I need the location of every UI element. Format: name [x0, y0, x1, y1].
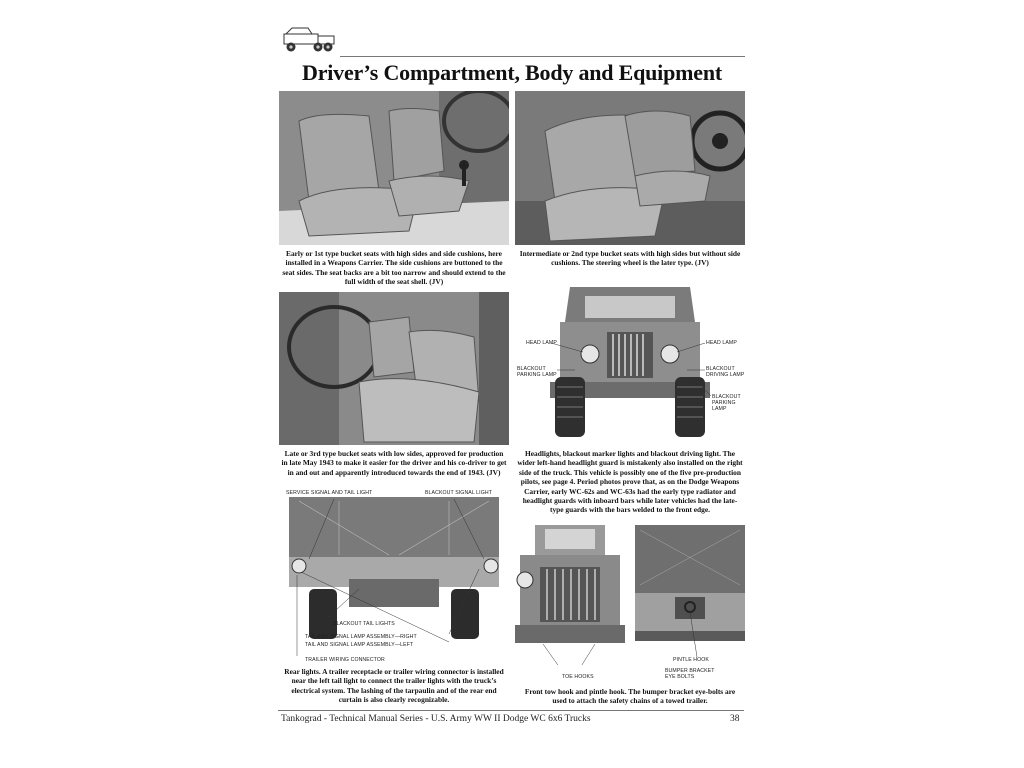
photo-headlights	[515, 282, 745, 445]
truck-logo	[278, 22, 338, 56]
header-rule	[340, 56, 745, 57]
callout-head-lamp-left: HEAD LAMP	[526, 340, 557, 346]
callout-head-lamp-right: HEAD LAMP	[706, 340, 737, 346]
callout-tow-hooks: TOE HOOKS	[562, 674, 594, 680]
callout-blackout-parking-right: BLACKOUT PARKING LAMP	[712, 394, 741, 412]
photo-intermediate-seats	[515, 91, 745, 245]
callout-tail-left: TAIL AND SIGNAL LAMP ASSEMBLY—LEFT	[305, 642, 414, 648]
callout-blackout-driving: BLACKOUT DRIVING LAMP	[706, 366, 745, 378]
caption-intermediate-seats: Intermediate or 2nd type bucket seats with high sides but without side cushions. The steering wheel is the later type. (JV)	[519, 249, 741, 268]
callout-blackout-parking-left: BLACKOUT PARKING LAMP	[517, 366, 557, 378]
photo-early-seats	[279, 91, 509, 245]
photo-front-tow-hooks	[515, 525, 625, 665]
callout-tail-right: TAIL AND SIGNAL LAMP ASSEMBLY—RIGHT	[305, 634, 417, 640]
caption-tow-hooks: Front tow hook and pintle hook. The bumper bracket eye-bolts are used to attach the safety chains of a towed trailer.	[524, 687, 736, 706]
callout-blackout-tail: BLACKOUT TAIL LIGHTS	[333, 621, 395, 627]
footer-rule	[278, 710, 744, 711]
page-number: 38	[730, 714, 740, 724]
page-title: Driver’s Compartment, Body and Equipment	[302, 60, 722, 85]
photo-late-seats	[279, 292, 509, 445]
callout-service-signal: SERVICE SIGNAL AND TAIL LIGHT	[286, 490, 373, 496]
caption-headlights: Headlights, blackout marker lights and blackout driving light. The wider left-hand headlight guard is mistakenly also installed on the right side of the truck. This vehicle is possibly one of the five pre-production pilots, see page 4. Period photos prove that, as on the Dodge Weapons Carrier, early WC-62s and WC-63s had the early type radiator and headlight guards with inboard bars while later vehicles had the late-type guards with the bars welded to the front edge.	[517, 449, 743, 515]
callout-trailer-connector: TRAILER WIRING CONNECTOR	[305, 657, 385, 663]
callout-bumper-bracket: BUMPER BRACKET EYE BOLTS	[665, 668, 715, 680]
caption-late-seats: Late or 3rd type bucket seats with low sides, approved for production in late May 1943 to make it easier for the driver and his co-driver to get in and out and apparently introduced towards the end of 1943. (JV)	[281, 449, 507, 477]
caption-rear-lights: Rear lights. A trailer receptacle or trailer wiring connector is installed near the left tail light to connect the trailer lights with the truck’s electrical system. The lashing of the tarpaulin and of the rear end curtain is also clearly recognizable.	[284, 667, 504, 705]
callout-pintle-hook: PINTLE HOOK	[673, 657, 709, 663]
callout-blackout-signal: BLACKOUT SIGNAL LIGHT	[425, 490, 492, 496]
footer-series: Tankograd - Technical Manual Series - U.S. Army WW II Dodge WC 6x6 Trucks	[281, 714, 591, 724]
caption-early-seats: Early or 1st type bucket seats with high sides and side cushions, here installed in a Weapons Carrier. The side cushions are buttoned to the seat sides. The seat backs are a bit too narrow and should extend to the full width of the seat shell. (JV)	[282, 249, 506, 287]
photo-pintle-hook	[635, 525, 745, 665]
